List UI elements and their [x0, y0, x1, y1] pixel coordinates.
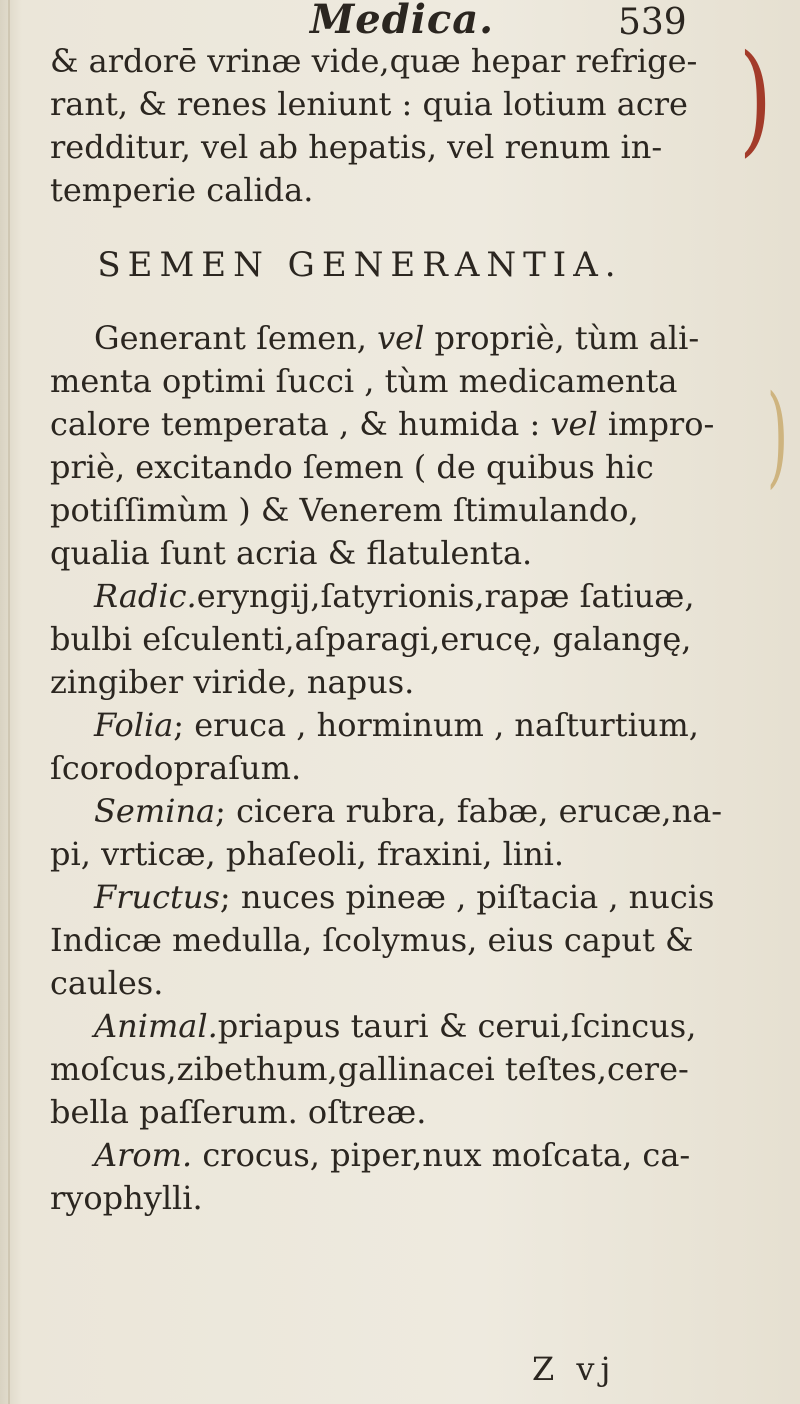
text-line: potiſſimùm ) & Venerem ſtimulando,	[50, 491, 639, 529]
text-line: ryophylli.	[50, 1179, 203, 1217]
text-line: bella paſſerum. oſtreæ.	[50, 1093, 427, 1131]
arom-entry: Arom. crocus, piper,nux moſcata, ca-	[94, 1136, 691, 1174]
text-line: redditur, vel ab hepatis, vel renum in-	[50, 128, 663, 166]
page-edge	[8, 0, 10, 1404]
animal-entry: Animal.priapus tauri & cerui,ſcincus,	[94, 1007, 697, 1045]
text-line: calore temperata , & humida : vel impro-	[50, 405, 715, 443]
text-line: bulbi eſculenti,aſparagi,erucę, galangę,	[50, 620, 692, 658]
text-line: pi, vrticæ, phaſeoli, fraxini, lini.	[50, 835, 565, 873]
text-line: temperie calida.	[50, 171, 314, 209]
signature-mark: Z vj	[532, 1350, 617, 1388]
text-line: zingiber viride, napus.	[50, 663, 415, 701]
text-line: priè, excitando ſemen ( de quibus hic	[50, 448, 654, 486]
radix-entry: Radic.eryngij,ſatyrionis,rapæ ſatiuæ,	[94, 577, 695, 615]
page-header	[0, 0, 800, 44]
text-line: caules.	[50, 964, 164, 1002]
folia-entry: Folia; eruca , horminum , naſturtium,	[94, 706, 699, 744]
semina-entry: Semina; cicera rubra, fabæ, erucæ,na-	[94, 792, 723, 830]
stain-bracket-mark: )	[766, 371, 789, 499]
main-text	[50, 40, 740, 1220]
page-number: 539	[618, 2, 687, 43]
running-title: Medica.	[310, 0, 495, 43]
text-line: Indicæ medulla, ſcolymus, eius caput &	[50, 921, 694, 959]
text-line: menta optimi ſucci , tùm medicamenta	[50, 362, 678, 400]
section-heading: SEMEN GENERANTIA.	[97, 245, 623, 285]
red-bracket-mark: )	[739, 30, 772, 169]
text-line: rant, & renes leniunt : quia lotium acre	[50, 85, 688, 123]
text-line: qualia ſunt acria & flatulenta.	[50, 534, 533, 572]
text-line: ſcorodopraſum.	[50, 749, 302, 787]
text-line: & ardorē vrinæ vide,quæ hepar refrige-	[50, 42, 698, 80]
text-line: Generant ſemen, vel propriè, tùm ali-	[94, 319, 700, 357]
text-line: moſcus,zibethum,gallinacei teſtes,cere-	[50, 1050, 689, 1088]
fructus-entry: Fructus; nuces pineæ , piſtacia , nucis	[94, 878, 715, 916]
